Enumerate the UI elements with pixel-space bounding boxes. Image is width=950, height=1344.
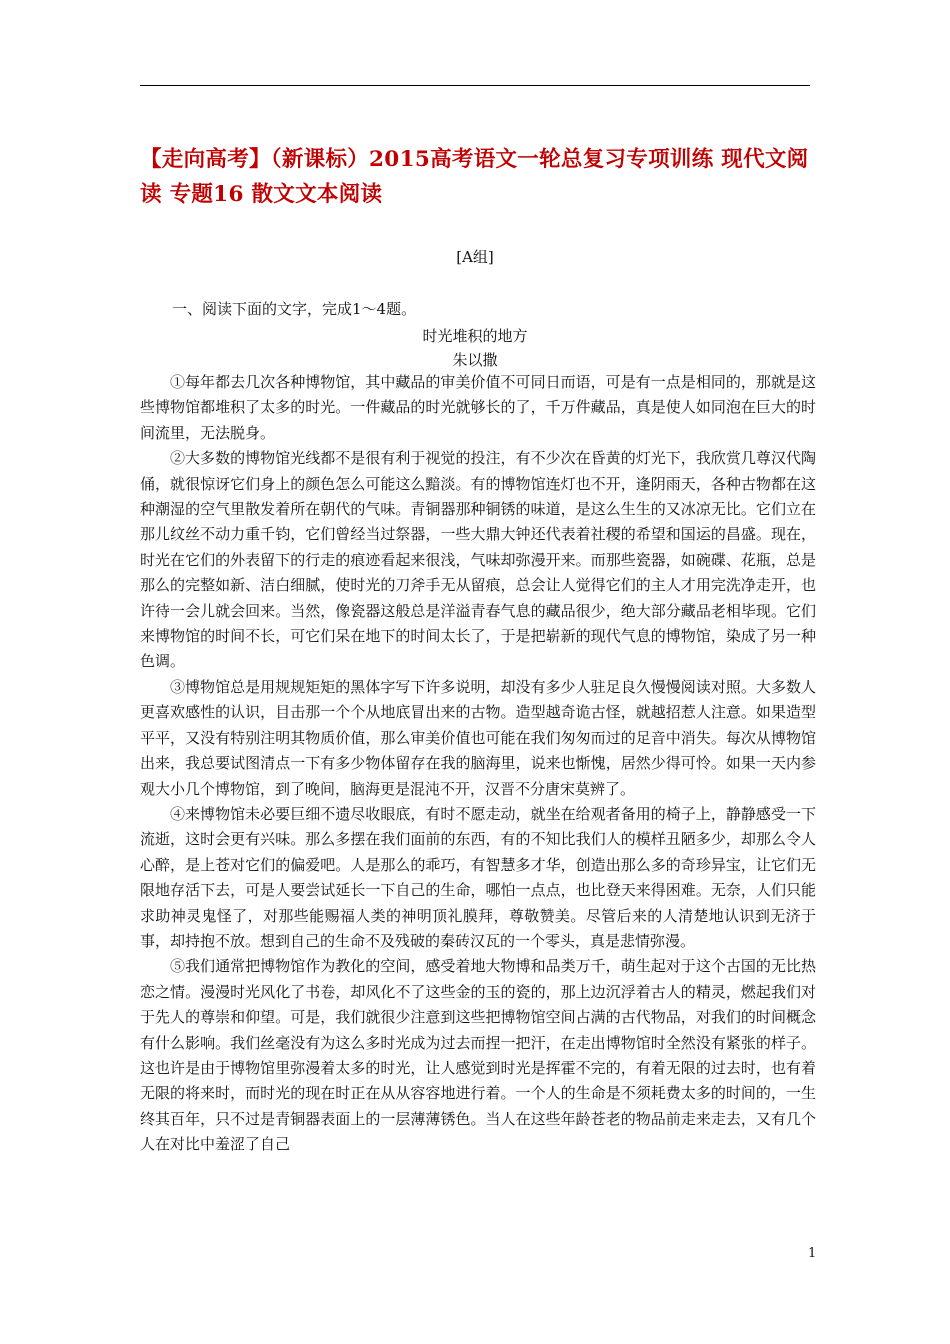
group-label: [A组] <box>456 248 494 266</box>
paragraph-1: ①每年都去几次各种博物馆，其中藏品的审美价值不可同日而语，可是有一点是相同的，那就是这些博物馆都堆积了太多的时光。一件藏品的时光就够长的了，千万件藏品，真是使人如同泡在巨大的时间流里，无法脱身。 <box>140 373 816 442</box>
header-rule <box>140 85 810 86</box>
essay-body <box>140 370 816 1158</box>
paragraph-2: ②大多数的博物馆光线都不是很有利于视觉的投注，有不少次在昏黄的灯光下，我欣赏几尊汉代陶俑，就很惊讶它们身上的颜色怎么可能这么黯淡。有的博物馆连灯也不开，逢阴雨天，各种古物都在这种潮湿的空气里散发着所在朝代的气味。青铜器那种铜锈的味道，是这么生生的又冰凉无比。它们立在那儿纹丝不动力重千钧，它们曾经当过祭器，一些大鼎大钟还代表着社稷的希望和国运的昌盛。现在，时光在它们的外表留下的行走的痕迹看起来很浅，气味却弥漫开来。而那些瓷器，如碗碟、花瓶，总是那么的完整如新、洁白细腻，使时光的刀斧手无从留痕，总会让人觉得它们的主人才用完洗净走开，也许待一会儿就会回来。当然，像瓷器这般总是洋溢青春气息的藏品很少，绝大部分藏品老相毕现。它们来博物馆的时间不长，可它们呆在地下的时间太长了，于是把崭新的现代气息的博物馆，染成了另一种色调。 <box>140 449 816 671</box>
question-instruction: 一、阅读下面的文字，完成1～4题。 <box>172 300 417 318</box>
essay-title: 时光堆积的地方 <box>422 327 528 345</box>
paragraph-3: ③博物馆总是用规规矩矩的黑体字写下许多说明，却没有多少人驻足良久慢慢阅读对照。大多数人更喜欢感性的认识，目击那一个个从地底冒出来的古物。造型越奇诡古怪，就越招惹人注意。如果造型平平，又没有特别注明其物质价值，那么审美价值也可能在我们匆匆而过的足音中消失。每次从博物馆出来，我总要试图清点一下有多少物体留存在我的脑海里，说来也惭愧，居然少得可怜。如果一天内参观大小几个博物馆，到了晚间，脑海更是混沌不开，汉晋不分唐宋莫辨了。 <box>140 677 816 798</box>
paragraph-4: ④来博物馆未必要巨细不遗尽收眼底，有时不愿走动，就坐在给观者备用的椅子上，静静感受一下流逝，这时会更有兴味。那么多摆在我们面前的东西，有的不知比我们人的模样丑陋多少，却那么令人心醉，是上苍对它们的偏爱吧。人是那么的乖巧，有智慧多才华，创造出那么多的奇珍异宝，让它们无限地存活下去，可是人要尝试延长一下自己的生命，哪怕一点点，也比登天来得困难。无奈，人们只能求助神灵鬼怪了，对那些能赐福人类的神明顶礼膜拜，尊敬赞美。尽管后来的人清楚地认识到无济于事，却持抱不放。想到自己的生命不及残破的秦砖汉瓦的一个零头，真是悲情弥漫。 <box>140 804 816 950</box>
page-number: 1 <box>808 1246 817 1261</box>
paragraph-5: ⑤我们通常把博物馆作为教化的空间，感受着地大物博和品类万千，萌生起对于这个古国的无比热恋之情。漫漫时光风化了书卷，却风化不了这些金的玉的瓷的，那上边沉浮着古人的精灵，燃起我们对于先人的尊崇和仰望。可是，我们就很少注意到这些把博物馆空间占满的古代物品，对我们的时间概念有什么影响。我们丝毫没有为这么多时光成为过去而捏一把汗，在走出博物馆时全然没有紧张的样子。这也许是由于博物馆里弥漫着太多的时光，让人感觉到时光是挥霍不完的，有着无限的过去时，也有着无限的将来时，而时光的现在时正在从从容容地进行着。一个人的生命是不须耗费太多的时间的，一生终其百年，只不过是青铜器表面上的一层薄薄锈色。当人在这些年龄苍老的物品前走来走去，又有几个人在对比中羞涩了自己 <box>140 957 816 1154</box>
essay-author: 朱以撒 <box>452 351 498 369</box>
document-title: 【走向高考】（新课标）2015高考语文一轮总复习专项训练 现代文阅读 专题16 散文文本阅读 <box>140 147 809 207</box>
